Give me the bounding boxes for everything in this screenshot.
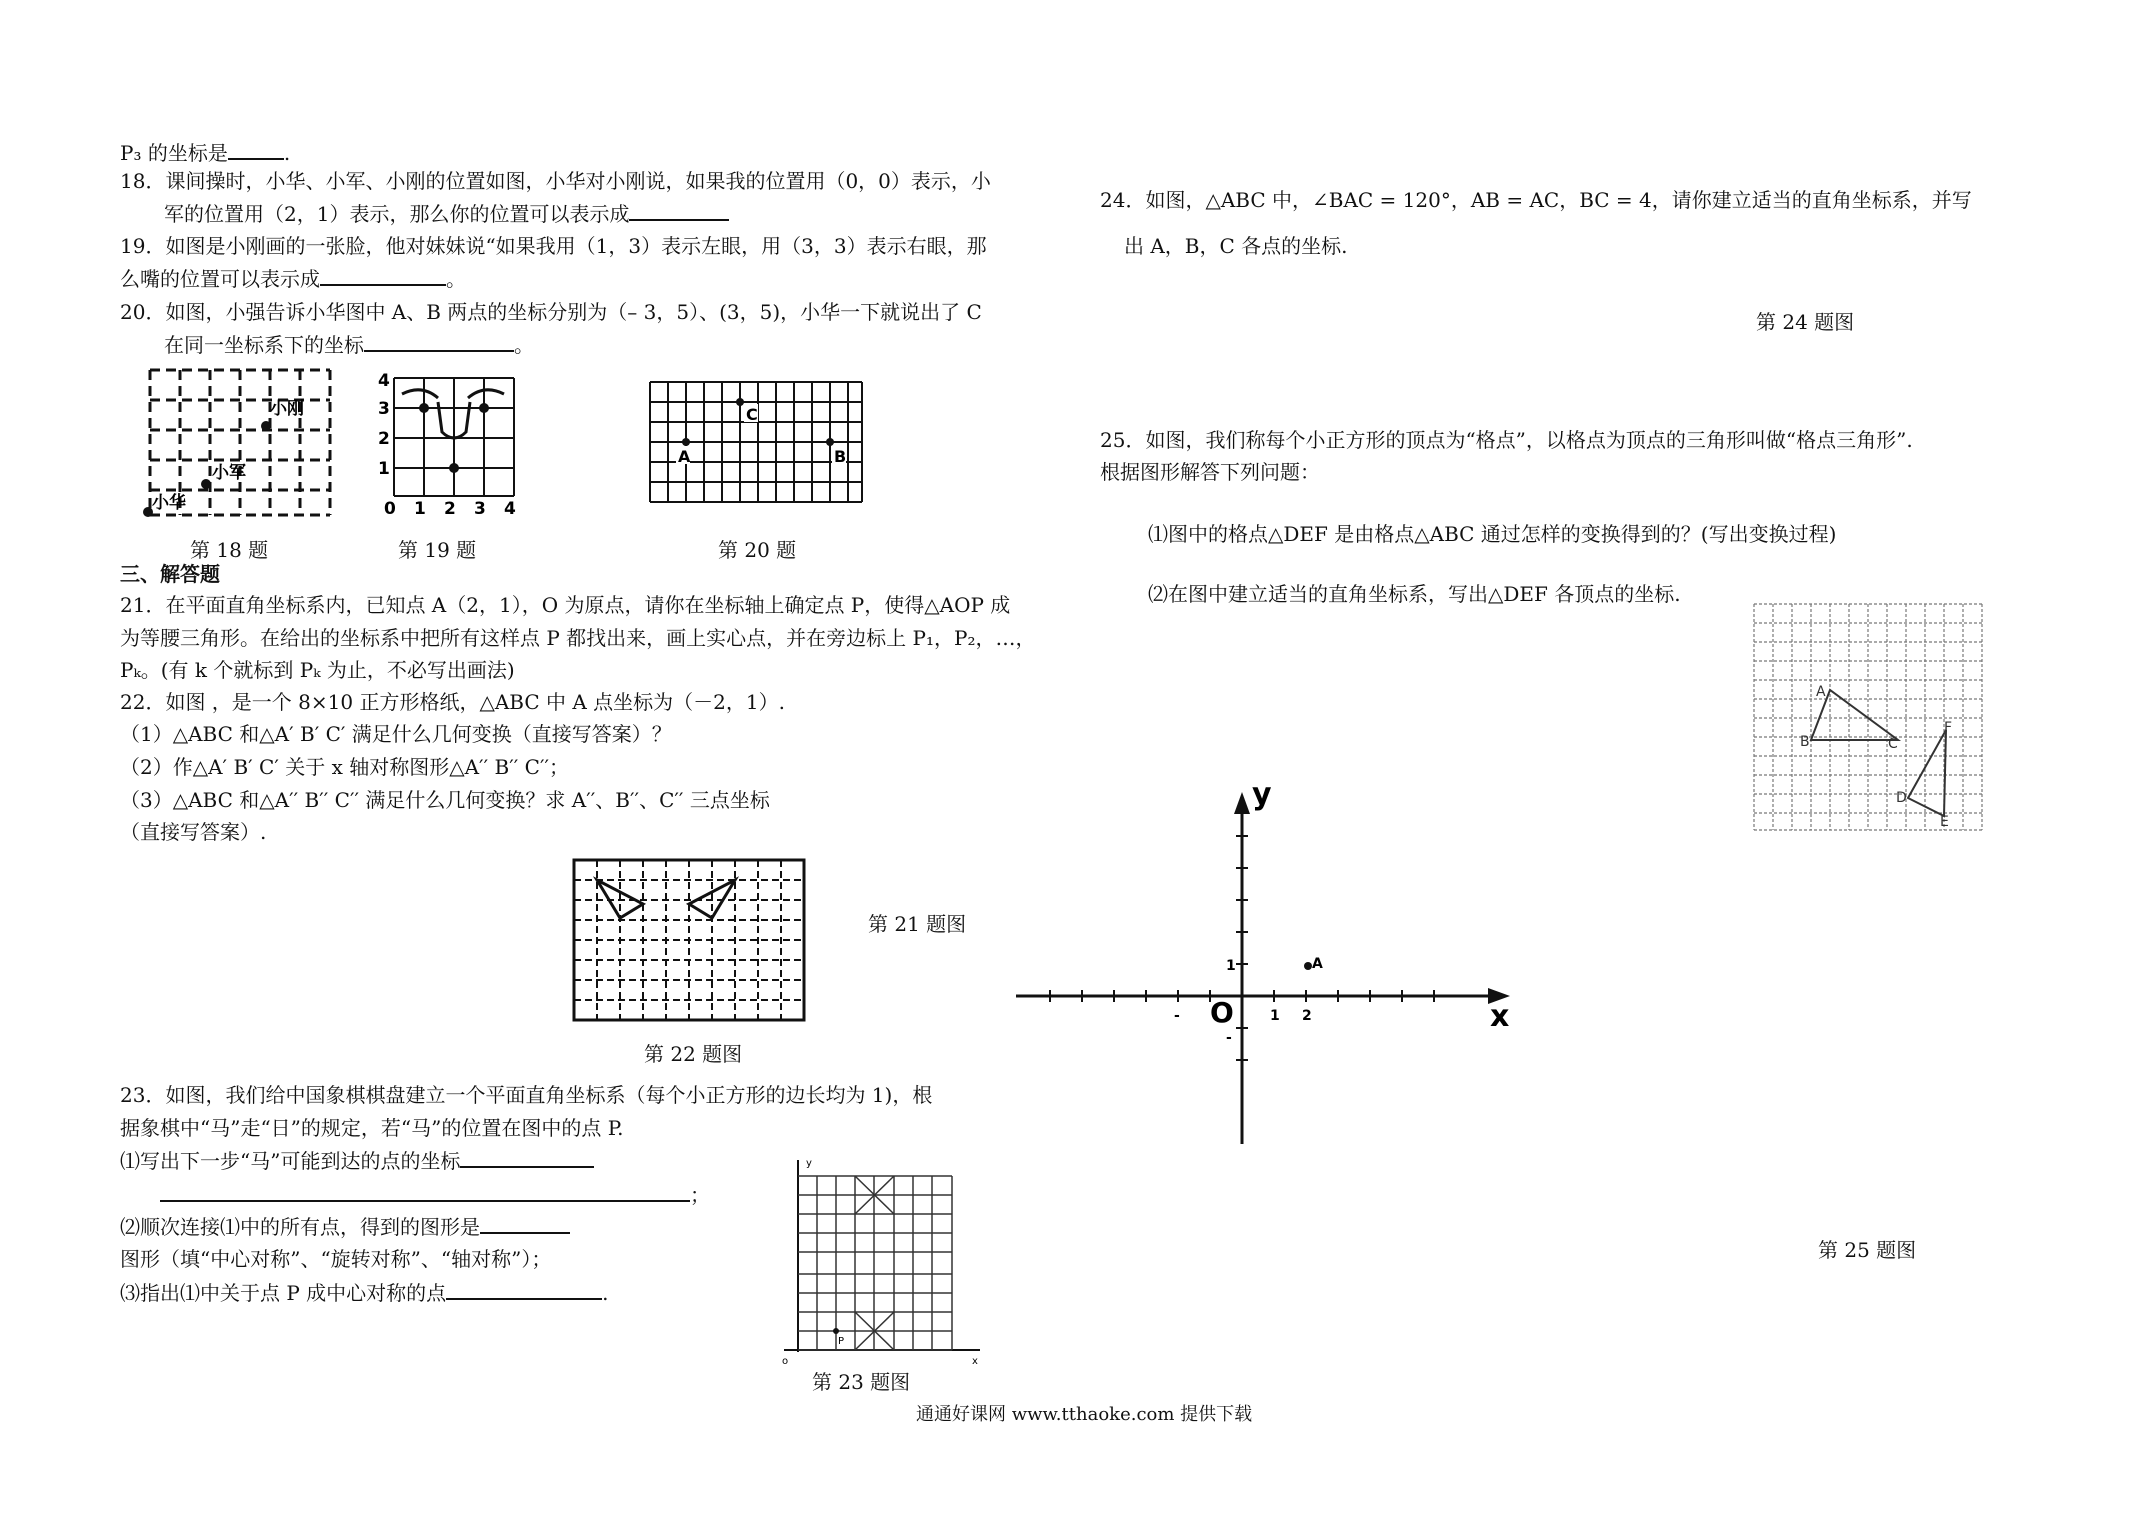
label-b: B — [1800, 734, 1810, 750]
figure-25-grid — [1750, 600, 1990, 836]
label-a: A — [1312, 956, 1323, 972]
q24-line2: 出 A，B，C 各点的坐标. — [1124, 234, 1348, 258]
caption-24: 第 24 题图 — [1756, 310, 1855, 334]
left-eye-point — [419, 403, 429, 413]
answer-blank[interactable] — [320, 264, 446, 286]
x-tick: 1 — [414, 499, 426, 518]
x-tick: 0 — [384, 499, 396, 518]
label-c: C — [1888, 736, 1898, 752]
x-tick: 3 — [474, 499, 486, 518]
y-tick-neg: - — [1226, 1030, 1232, 1046]
caption-18: 第 18 题 — [190, 538, 269, 562]
answer-blank[interactable] — [160, 1180, 690, 1202]
point-p-label: P — [838, 1336, 845, 1347]
x-axis-label: x — [1490, 999, 1510, 1034]
q21-line1: 21．在平面直角坐标系内，已知点 A（2，1），O 为原点，请你在坐标轴上确定点 P，使得△AOP 成 — [120, 593, 1011, 617]
label-f: F — [1944, 720, 1953, 736]
section-title: 三、解答题 — [120, 562, 220, 586]
label-xiaojun: 小军 — [212, 463, 246, 483]
point-a — [1304, 962, 1312, 970]
x-tick-2: 2 — [1302, 1008, 1312, 1024]
figure-23-chessboard — [774, 1152, 990, 1370]
figure-19-face — [372, 366, 522, 518]
y-axis-label: y — [1252, 777, 1272, 812]
q24-line1: 24．如图，△ABC 中，∠BAC = 120°，AB = AC，BC = 4，请你建立适当的直角坐标系，并写 — [1100, 188, 1972, 212]
mouth-point — [449, 463, 459, 473]
figure-18-grid — [140, 360, 340, 520]
right-eye-point — [479, 403, 489, 413]
answer-blank[interactable] — [629, 199, 729, 221]
x-tick: 4 — [504, 499, 516, 518]
p3-line: P₃ 的坐标是 . — [120, 138, 290, 167]
label-c: C — [746, 405, 758, 424]
q21-line2: 为等腰三角形。在给出的坐标系中把所有这样点 P 都找出来，画上实心点，并在旁边标上 P₁，P₂，…， — [120, 626, 1036, 650]
origin-label: o — [782, 1356, 789, 1367]
point-a — [682, 438, 690, 446]
q25-part2: ⑵在图中建立适当的直角坐标系，写出△DEF 各顶点的坐标. — [1148, 582, 1681, 606]
label-b: B — [834, 447, 847, 466]
label-d: D — [1896, 790, 1907, 806]
y-tick-1: 1 — [1226, 958, 1236, 974]
horse-point — [833, 1328, 839, 1334]
answer-blank[interactable] — [364, 330, 514, 352]
figure-20-grid — [648, 378, 868, 520]
y-tick: 3 — [378, 399, 390, 419]
q25-part1: ⑴图中的格点△DEF 是由格点△ABC 通过怎样的变换得到的？(写出变换过程) — [1148, 522, 1837, 546]
q21-line3: Pₖ。(有 k 个就标到 Pₖ 为止，不必写出画法) — [120, 658, 515, 682]
q19-line2: 么嘴的位置可以表示成 。 — [120, 264, 466, 293]
q22-line1: 22．如图 ，是一个 8×10 正方形格纸，△ABC 中 A 点坐标为（－2，1）. — [120, 690, 785, 714]
q23-line1: 23．如图，我们给中国象棋棋盘建立一个平面直角坐标系（每个小正方形的边长均为 1)，根 — [120, 1083, 933, 1107]
caption-21: 第 21 题图 — [868, 912, 967, 936]
y-tick: 1 — [378, 459, 390, 479]
label-a: A — [1816, 684, 1826, 700]
caption-25: 第 25 题图 — [1818, 1238, 1917, 1262]
q18-line1: 18．课间操时，小华、小军、小刚的位置如图，小华对小刚说，如果我的位置用（0，0）表示，小 — [120, 169, 991, 193]
caption-22: 第 22 题图 — [644, 1042, 743, 1066]
answer-blank[interactable] — [446, 1278, 602, 1300]
answer-blank[interactable] — [460, 1146, 594, 1168]
q22-line3: （2）作△A′ B′ C′ 关于 x 轴对称图形△A′′ B′′ C′′； — [120, 755, 570, 779]
answer-blank[interactable] — [480, 1212, 570, 1234]
point-c — [736, 398, 744, 406]
x-tick-1: 1 — [1270, 1008, 1280, 1024]
q23-line6: 图形（填“中心对称”、“旋转对称”、“轴对称”）； — [120, 1247, 552, 1271]
x-axis-label: x — [972, 1356, 978, 1367]
label-xiaohua: 小华 — [152, 493, 186, 513]
figure-22-grid — [572, 858, 808, 1024]
label-xiaogang: 小刚 — [270, 399, 304, 419]
y-axis-label: y — [806, 1158, 812, 1169]
origin-label: O — [1210, 996, 1234, 1029]
q20-line1: 20．如图，小强告诉小华图中 A、B 两点的坐标分别为（– 3，5）、(3，5)，小华一下就说出了 C — [120, 300, 982, 324]
x-tick-neg: - — [1174, 1008, 1180, 1024]
q18-line2: 军的位置用（2，1）表示，那么你的位置可以表示成 — [164, 199, 729, 228]
point-b — [826, 438, 834, 446]
q22-line4: （3）△ABC 和△A′′ B′′ C′′ 满足什么几何变换？求 A′′、B′′、C′′ 三点坐标 — [120, 788, 770, 812]
q22-line5: （直接写答案）. — [120, 820, 267, 844]
caption-23: 第 23 题图 — [812, 1370, 911, 1394]
q23-line5: ⑵顺次连接⑴中的所有点，得到的图形是 — [120, 1212, 570, 1241]
q25-line1: 25．如图，我们称每个小正方形的顶点为“格点”，以格点为顶点的三角形叫做“格点三角形”. — [1100, 428, 1913, 452]
x-tick: 2 — [444, 499, 456, 518]
q23-line2: 据象棋中“马”走“日”的规定，若“马”的位置在图中的点 P. — [120, 1116, 624, 1140]
footer: 通通好课网 www.tthaoke.com 提供下载 — [916, 1404, 1253, 1425]
xiaojun-point — [201, 479, 211, 489]
q23-line7: ⑶指出⑴中关于点 P 成中心对称的点 . — [120, 1278, 609, 1307]
q22-line2: （1）△ABC 和△A′ B′ C′ 满足什么几何变换（直接写答案）？ — [120, 722, 672, 746]
caption-20: 第 20 题 — [718, 538, 797, 562]
q25-line2: 根据图形解答下列问题： — [1100, 460, 1320, 484]
q20-line2: 在同一坐标系下的坐标 。 — [164, 330, 534, 359]
label-a: A — [678, 447, 691, 466]
coordinate-axes-figure — [1010, 770, 1530, 1150]
q19-line1: 19．如图是小刚画的一张脸，他对妹妹说“如果我用（1，3）表示左眼，用（3，3）表示右眼，那 — [120, 234, 987, 258]
q23-line3: ⑴写出下一步“马”可能到达的点的坐标 — [120, 1146, 594, 1175]
xiaogang-point — [261, 421, 271, 431]
caption-19: 第 19 题 — [398, 538, 477, 562]
label-e: E — [1940, 814, 1949, 830]
q23-line4: ； — [160, 1180, 710, 1209]
y-tick: 4 — [378, 371, 390, 391]
answer-blank[interactable] — [228, 138, 284, 160]
y-tick: 2 — [378, 429, 390, 449]
